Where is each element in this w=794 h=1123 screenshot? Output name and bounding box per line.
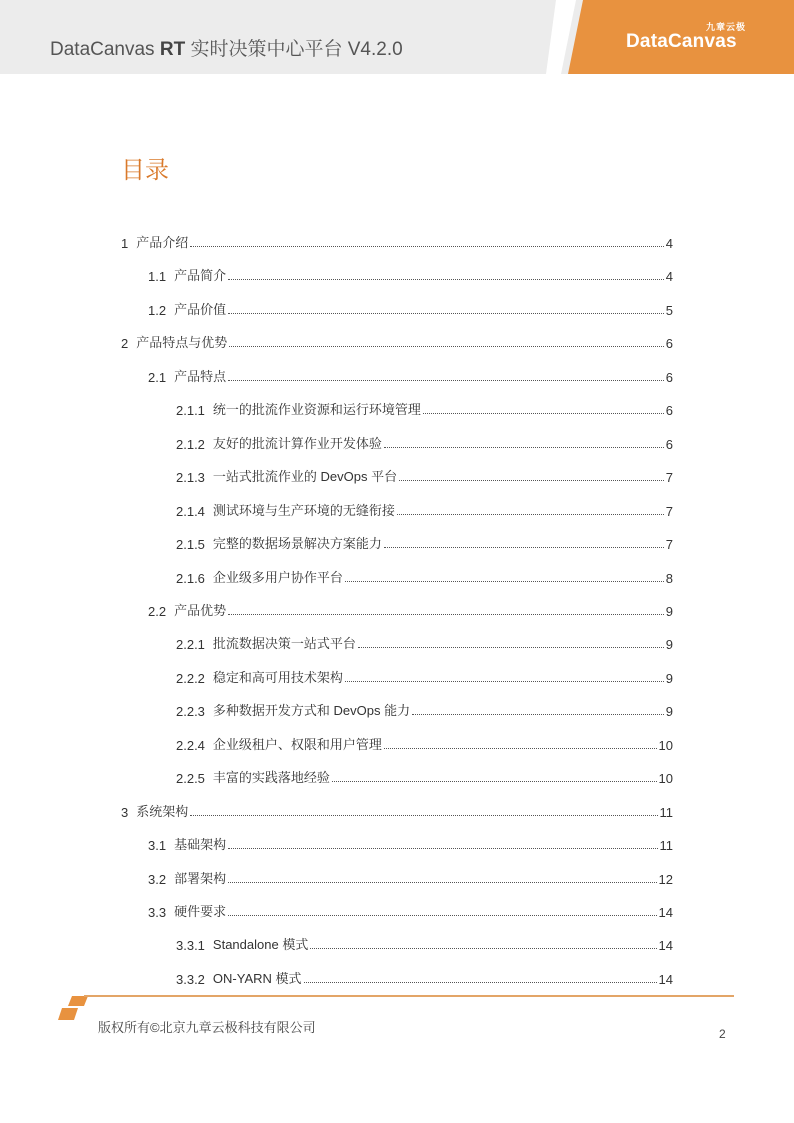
toc-entry[interactable] [176, 530, 673, 552]
toc-entry-page: 10 [658, 771, 673, 787]
toc-entry-page: 14 [658, 971, 673, 987]
toc-entry[interactable] [176, 931, 673, 953]
logo-wordmark: DataCanvas [626, 31, 737, 52]
toc-leader-dots [190, 245, 664, 247]
toc-entry-label: 批流数据决策一站式平台 [212, 636, 356, 652]
toc-entry-number: 1.2 [148, 302, 167, 318]
toc-entry-page: 9 [665, 670, 673, 686]
toc-leader-dots [310, 947, 656, 949]
toc-entry[interactable] [176, 764, 673, 786]
toc-entry-label: 产品价值 [174, 301, 227, 317]
toc-entry-page: 6 [665, 336, 673, 352]
toc-entry-number: 3 [121, 804, 129, 820]
toc-entry-page: 6 [665, 436, 673, 452]
footer-logo-icon [58, 994, 94, 1024]
toc-entry[interactable] [148, 898, 673, 920]
toc-entry[interactable] [121, 798, 673, 820]
toc-entry-label: 统一的批流作业资源和运行环境管理 [212, 402, 421, 418]
toc-entry-label: 产品介绍 [136, 235, 189, 250]
toc-entry-page: 9 [665, 704, 673, 720]
toc-entry-number: 2.1.4 [176, 503, 205, 519]
toc-leader-dots [345, 680, 664, 682]
toc-entry-page: 11 [659, 804, 673, 820]
toc-leader-dots [332, 780, 657, 782]
toc-entry-number: 3.1 [148, 838, 167, 854]
toc-entry-number: 2.1.1 [176, 403, 205, 419]
toc-leader-dots [397, 513, 664, 515]
toc-entry-label: 丰富的实践落地经验 [212, 770, 330, 786]
toc-leader-dots [228, 379, 664, 381]
toc-title: 目录 [121, 157, 169, 184]
toc-entry-number: 2.1.2 [176, 436, 205, 452]
toc-entry-number: 2.2 [148, 603, 167, 619]
toc-entry[interactable] [176, 396, 673, 418]
toc-entry-label: 产品优势 [174, 602, 227, 618]
toc-entry-label: 完整的数据场景解决方案能力 [212, 536, 382, 552]
toc-leader-dots [345, 580, 664, 582]
toc-entry-label: 一站式批流作业的 DevOps 平台 [212, 469, 398, 485]
toc-entry-page: 5 [665, 302, 673, 318]
toc-entry-page: 9 [665, 637, 673, 653]
toc-entry-page: 7 [665, 537, 673, 553]
toc-entry-number: 2.2.2 [176, 670, 205, 686]
toc-entry-label: 企业级租户、权限和用户管理 [212, 736, 382, 752]
toc-entry-label: 产品特点 [174, 368, 227, 384]
toc-leader-dots [358, 646, 664, 648]
toc-entry-label: 系统架构 [136, 803, 189, 819]
toc-entry[interactable] [121, 329, 673, 351]
title-suffix: 实时决策中心平台 V4.2.0 [185, 39, 403, 60]
toc-leader-dots [423, 412, 664, 414]
toc-entry[interactable] [176, 497, 673, 519]
toc-entry-label: 硬件要求 [174, 904, 227, 919]
logo-chinese: 九章云极 [706, 22, 747, 32]
toc-entry-label: 企业级多用户协作平台 [212, 569, 343, 585]
toc-entry-page: 12 [658, 871, 673, 887]
toc-entry-page: 10 [658, 737, 673, 753]
toc-entry-label: 部署架构 [174, 870, 227, 886]
toc-entry[interactable] [176, 430, 673, 452]
toc-entry-page: 6 [665, 403, 673, 419]
toc-entry-label: 产品简介 [174, 268, 227, 284]
toc-entry-number: 2.1 [148, 369, 167, 385]
toc-leader-dots [229, 345, 664, 347]
toc-entry[interactable] [176, 731, 673, 753]
toc-leader-dots [190, 814, 657, 816]
toc-entry[interactable] [176, 965, 673, 987]
toc-entry-number: 2.1.3 [176, 470, 205, 486]
toc-entry-number: 1 [121, 236, 129, 251]
toc-entry-page: 11 [659, 838, 673, 854]
toc-leader-dots [304, 981, 657, 983]
page-number: 2 [719, 1027, 726, 1041]
footer-copyright: 版权所有©北京九章云极科技有限公司 [98, 1020, 316, 1035]
toc-leader-dots [384, 747, 657, 749]
title-prefix: DataCanvas [50, 39, 160, 60]
toc-entry[interactable] [148, 296, 673, 318]
toc-entry-label: 友好的批流计算作业开发体验 [212, 435, 382, 451]
toc-leader-dots [384, 546, 664, 548]
toc-entry[interactable] [176, 463, 673, 485]
toc-entry-number: 3.3.2 [176, 971, 205, 987]
toc-leader-dots [228, 613, 664, 615]
toc-entry[interactable] [148, 262, 673, 284]
toc-entry-page: 8 [665, 570, 673, 586]
toc-entry[interactable] [176, 564, 673, 586]
toc-entry-label: 产品特点与优势 [136, 335, 228, 351]
toc-entry-number: 2 [121, 336, 129, 352]
toc-entry-label: ON-YARN 模式 [212, 970, 302, 986]
toc-leader-dots [412, 713, 664, 715]
toc-entry-page: 4 [665, 269, 673, 285]
toc-entry[interactable] [176, 664, 673, 686]
toc-entry[interactable] [148, 363, 673, 385]
toc-leader-dots [228, 881, 656, 883]
toc-leader-dots [228, 847, 657, 849]
toc-entry-label: 测试环境与生产环境的无缝衔接 [212, 502, 395, 518]
toc-entry-label: 基础架构 [174, 837, 227, 853]
toc-entry-number: 3.3 [148, 905, 167, 920]
toc-entry-page: 14 [658, 938, 673, 954]
toc-entry[interactable] [176, 630, 673, 652]
toc-leader-dots [228, 914, 656, 916]
toc-entry-page: 7 [665, 470, 673, 486]
toc-entry-number: 2.1.5 [176, 537, 205, 553]
footer-divider [84, 995, 734, 997]
toc-entry-number: 2.2.4 [176, 737, 205, 753]
toc-leader-dots [228, 312, 664, 314]
toc-entry-page: 9 [665, 603, 673, 619]
toc-entry-page: 7 [665, 503, 673, 519]
toc-entry-number: 3.2 [148, 871, 167, 887]
toc-entry[interactable] [121, 229, 673, 251]
toc-entry-number: 2.2.5 [176, 771, 205, 787]
toc-entry-number: 2.2.3 [176, 704, 205, 720]
toc-entry[interactable] [148, 597, 673, 619]
toc-leader-dots [399, 479, 664, 481]
title-bold: RT [159, 39, 186, 60]
toc-leader-dots [228, 278, 664, 280]
toc-entry[interactable] [176, 697, 673, 719]
toc-entry[interactable] [148, 865, 673, 887]
toc-entry-number: 3.3.1 [176, 938, 205, 954]
toc-entry-label: Standalone 模式 [212, 937, 309, 953]
toc-entry-number: 2.2.1 [176, 637, 205, 653]
toc-entry-number: 1.1 [148, 269, 167, 285]
toc-entry[interactable] [148, 831, 673, 853]
toc-entry-page: 4 [665, 236, 673, 251]
toc-entry-page: 6 [665, 369, 673, 385]
toc-entry-number: 2.1.6 [176, 570, 205, 586]
toc-entry-label: 多种数据开发方式和 DevOps 能力 [212, 703, 411, 719]
toc-leader-dots [384, 446, 664, 448]
toc-entry-label: 稳定和高可用技术架构 [212, 669, 343, 685]
toc-entry-page: 14 [658, 905, 673, 920]
